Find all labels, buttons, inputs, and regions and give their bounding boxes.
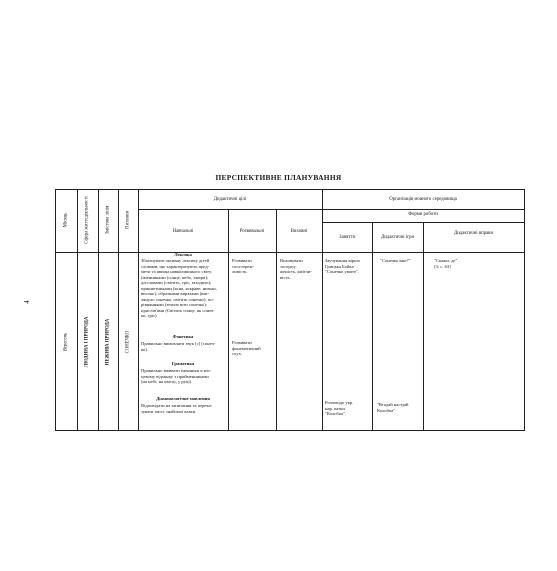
lesson-line: Грицька Бойка: [325, 263, 354, 269]
upbringing-text: [280, 258, 322, 280]
lesson-line: Заучування вірша: [325, 258, 360, 263]
header-organization: Організація мовного середовища: [389, 197, 457, 202]
game-line: "Вгадай настрій: [377, 402, 409, 407]
edu-phonetics-line: ко).: [141, 346, 148, 352]
table-border-right: [524, 189, 525, 431]
dev-line: слух.: [232, 351, 243, 356]
row-topic: СОНЕЧКО: [125, 330, 131, 354]
header-sphere: Сфера життєдіяльності: [84, 196, 90, 244]
lesson-line: "Колобок".: [325, 411, 347, 416]
edu-lexics-line: словами, що характеризують пред-: [141, 263, 210, 269]
row-content-line: НЕЖИВА ПРИРОДА: [105, 318, 111, 366]
header-work-forms: Форми роботи: [408, 212, 438, 217]
edu-lexics-line: (іменниками (сонце, небо, хмари);: [141, 274, 209, 280]
header-developmental: Розвивальні: [239, 229, 265, 234]
edu-phonetics-line: Правильно вимовляти звук [с] (сонеч-: [141, 341, 216, 346]
edu-lexics-line: мети та явища навколишнього світу:: [141, 269, 213, 274]
edu-lexics-title: Лексика: [174, 252, 192, 257]
col-line-5: [228, 209, 229, 431]
row-month: Вересень: [63, 332, 69, 352]
exercise-line: [3; с. 63]: [434, 263, 451, 269]
edu-grammar-line: Правильно вживати іменники в міс-: [141, 368, 212, 373]
col-line-1: [77, 189, 78, 431]
dev-observation: [232, 258, 276, 275]
header-didactic-goals: Дидактичні цілі: [213, 197, 247, 202]
edu-dialog-text: [141, 403, 227, 414]
exercise-where: [434, 258, 522, 269]
dev-line: ливість.: [232, 269, 248, 274]
lesson-line: нар. казки: [325, 405, 345, 411]
row-sphere: ЛЮДИНА І ПРИРОДА: [84, 316, 90, 368]
edu-lexics-line: дієсловами (світить, гріє, заходить);: [141, 280, 212, 285]
header-separator: [55, 252, 525, 253]
upb-line: Виховувати: [280, 258, 303, 263]
upb-line: зосеред-: [280, 263, 297, 269]
edu-lexics-line: Збагачувати активну лексику дітей: [141, 258, 210, 263]
dev-line: фонематичний: [232, 345, 261, 351]
edu-grammar-text: [141, 368, 227, 385]
lesson-tale: [325, 400, 372, 417]
game-sun: "Сонечко вже?": [380, 258, 411, 263]
header-educational: Навчальні: [172, 229, 194, 234]
page-title: ПЕРСПЕКТИВНЕ ПЛАНУВАННЯ: [215, 173, 342, 182]
header-subline-2: [322, 222, 525, 223]
edu-grammar-line: цевому відмінку з прийменниками: [141, 373, 209, 379]
header-subline-1: [138, 209, 525, 210]
dev-phonemic: [232, 340, 276, 357]
edu-lexics-line: лянуло сонечко, світить сонечко); по-: [141, 296, 215, 302]
header-didactic-games: Дидактичні ігри: [380, 235, 415, 240]
edu-dialog-line: Відповідати на запитання та перека-: [141, 403, 213, 408]
upb-line: вість.: [280, 274, 291, 280]
edu-dialog-title: Діамонологічне мовлення: [156, 396, 210, 401]
dev-line: спостереж-: [232, 263, 255, 269]
header-upbringing: Виховні: [290, 229, 308, 234]
header-content-line: Змістова лінія: [105, 205, 111, 235]
page-number: 4: [22, 300, 31, 304]
edu-grammar-title: Граматика: [171, 361, 195, 366]
header-lessons: Заняття: [339, 235, 355, 240]
header-month: Місяць: [63, 212, 69, 228]
col-line-2: [98, 189, 99, 431]
header-topic: Питання: [125, 211, 131, 229]
table-border-left: [55, 189, 56, 431]
lesson-poem: [325, 258, 372, 275]
edu-lexics-line: прислів'ями (Світить сонце, як сонеч-: [141, 307, 215, 313]
exercise-line: "Скажи, де": [434, 258, 458, 263]
table-border-bottom: [55, 430, 525, 431]
lesson-line: "Сонечко умите".: [325, 269, 360, 274]
lesson-line: Розповідь укр.: [325, 400, 354, 405]
dev-line: Розвивати: [232, 258, 252, 263]
col-line-8: [372, 222, 373, 431]
header-didactic-exercises: Дидактичні вправи: [453, 231, 494, 236]
col-line-6: [276, 209, 277, 431]
dev-line: Розвивати: [232, 340, 252, 345]
edu-phonetics-text: [141, 341, 227, 352]
edu-grammar-line: (на небі, на квітці, у руці).: [141, 379, 193, 384]
game-line: Колобка": [377, 407, 396, 413]
col-line-7: [322, 189, 323, 431]
upb-line: женість, кмітли-: [280, 269, 312, 274]
edu-lexics-text: [141, 258, 227, 319]
col-line-9: [423, 222, 424, 431]
edu-lexics-line: ко, гріє).: [141, 313, 158, 318]
edu-lexics-line: рівняннями (землю всю сонечко);: [141, 302, 207, 307]
col-line-4: [138, 189, 139, 431]
edu-dialog-line: зувати зміст знайомої казки.: [141, 408, 197, 414]
table-border-top: [55, 189, 525, 190]
game-mood: [377, 402, 423, 413]
edu-lexics-line: високо); образними виразами (виг-: [141, 291, 210, 296]
edu-phonetics-title: Фонетика: [172, 334, 194, 339]
col-line-3: [118, 189, 119, 431]
edu-lexics-line: прикметниками (ясне, яскраве, низько,: [141, 285, 217, 291]
